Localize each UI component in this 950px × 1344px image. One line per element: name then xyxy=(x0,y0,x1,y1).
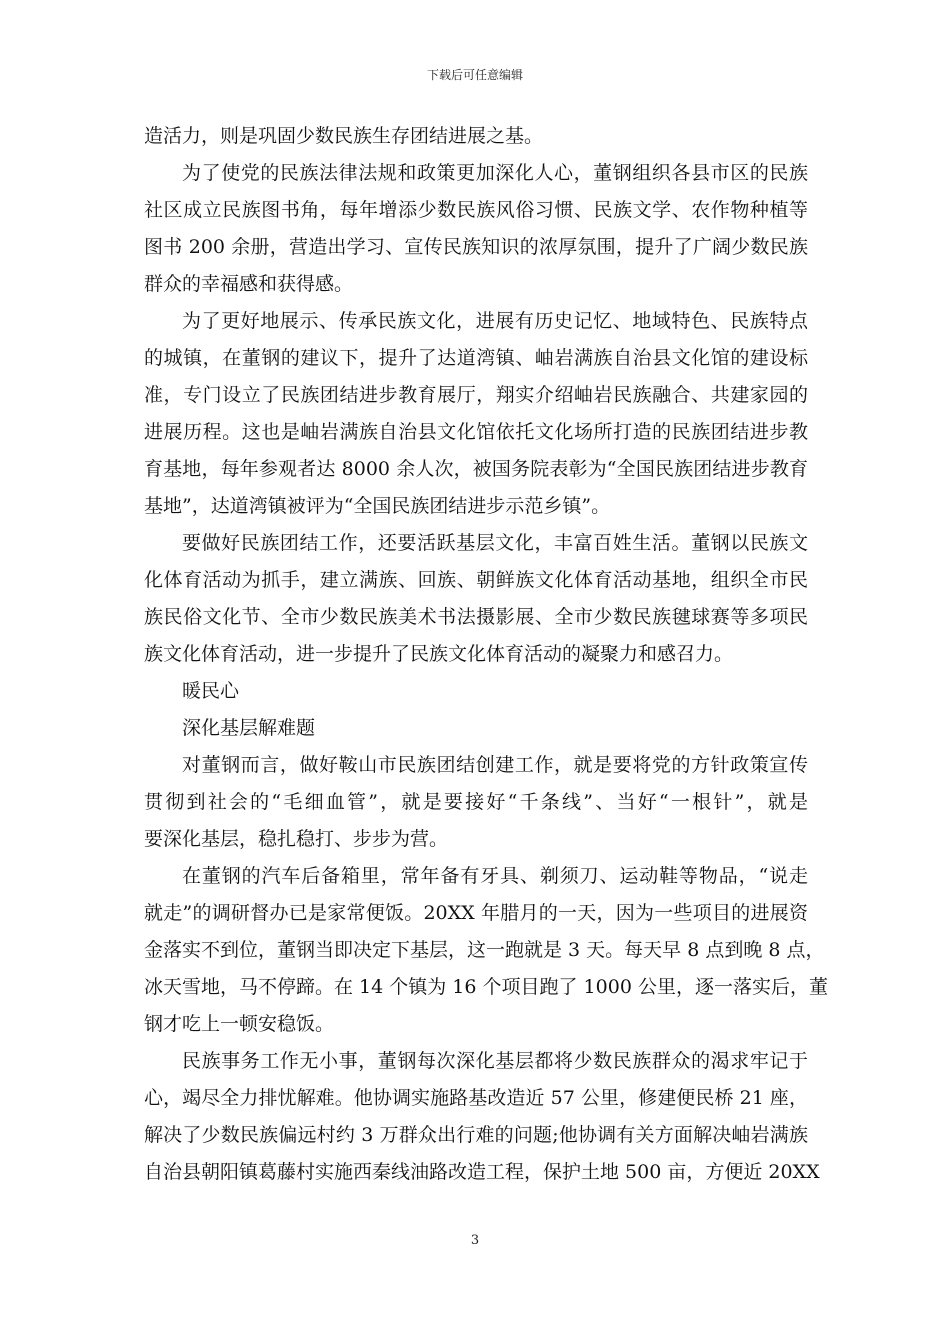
text-line: 进展历程。这也是岫岩满族自治县文化馆依托文化场所打造的民族团结进步教 xyxy=(144,421,808,443)
document-body xyxy=(144,118,828,1191)
text-line: 为了更好地展示、传承民族文化，进展有历史记忆、地域特色、民族特点 xyxy=(182,310,808,332)
text-line: 造活力，则是巩固少数民族生存团结进展之基。 xyxy=(144,125,544,147)
text-line: 要深化基层，稳扎稳打、步步为营。 xyxy=(144,828,449,850)
text-line: 族文化体育活动，进一步提升了民族文化体育活动的凝聚力和感召力。 xyxy=(144,643,734,665)
text-line: 准，专门设立了民族团结进步教育展厅，翔实介绍岫岩民族融合、共建家园的 xyxy=(144,384,808,406)
text-line: 化体育活动为抓手，建立满族、回族、朝鲜族文化体育活动基地，组织全市民 xyxy=(144,569,808,591)
text-line: 育基地，每年参观者达 8000 余人次，被国务院表彰为“全国民族团结进步教育 xyxy=(144,458,808,480)
text-line: 为了使党的民族法律法规和政策更加深化人心，董钢组织各县市区的民族 xyxy=(182,162,808,184)
text-line: 解决了少数民族偏远村约 3 万群众出行难的问题;他协调有关方面解决岫岩满族 xyxy=(144,1124,808,1146)
text-line: 金落实不到位，董钢当即决定下基层，这一跑就是 3 天。每天早 8 点到晚 8 点， xyxy=(144,939,825,961)
text-line: 社区成立民族图书角，每年增添少数民族风俗习惯、民族文学、农作物种植等 xyxy=(144,199,808,221)
text-line: 心，竭尽全力排忧解难。他协调实施路基改造近 57 公里，修建便民桥 21 座， xyxy=(144,1087,808,1109)
text-line: 基地”，达道湾镇被评为“全国民族团结进步示范乡镇”。 xyxy=(144,495,611,517)
page-header: 下载后可任意编辑 xyxy=(426,68,523,82)
text-line: 族民俗文化节、全市少数民族美术书法摄影展、全市少数民族毽球赛等多项民 xyxy=(144,606,808,628)
text-line: 冰天雪地，马不停蹄。在 14 个镇为 16 个项目跑了 1000 公里，逐一落实后，董 xyxy=(144,976,828,998)
text-line: 民族事务工作无小事，董钢每次深化基层都将少数民族群众的渴求牢记于 xyxy=(182,1050,808,1072)
text-line: 就走”的调研督办已是家常便饭。20XX 年腊月的一天，因为一些项目的进展资 xyxy=(144,902,808,924)
text-line: 贯彻到社会的“毛细血管”，就是要接好“千条线”、当好“一根针”，就是 xyxy=(144,791,808,813)
text-line: 的城镇，在董钢的建议下，提升了达道湾镇、岫岩满族自治县文化馆的建设标 xyxy=(144,347,808,369)
text-line: 在董钢的汽车后备箱里，常年备有牙具、剃须刀、运动鞋等物品，“说走 xyxy=(182,865,808,887)
section-heading: 暖民心 xyxy=(182,680,240,702)
text-line: 要做好民族团结工作，还要活跃基层文化，丰富百姓生活。董钢以民族文 xyxy=(182,532,808,554)
text-line: 对董钢而言，做好鞍山市民族团结创建工作，就是要将党的方针政策宣传 xyxy=(182,754,808,776)
text-line: 自治县朝阳镇葛藤村实施西秦线油路改造工程，保护土地 500 亩，方便近 20XX xyxy=(144,1161,820,1183)
text-line: 钢才吃上一顿安稳饭。 xyxy=(144,1013,335,1035)
page-number: 3 xyxy=(470,1233,480,1248)
text-line: 群众的幸福感和获得感。 xyxy=(144,273,354,295)
section-subheading: 深化基层解难题 xyxy=(182,717,316,739)
text-line: 图书 200 余册，营造出学习、宣传民族知识的浓厚氛围，提升了广阔少数民族 xyxy=(144,236,808,258)
